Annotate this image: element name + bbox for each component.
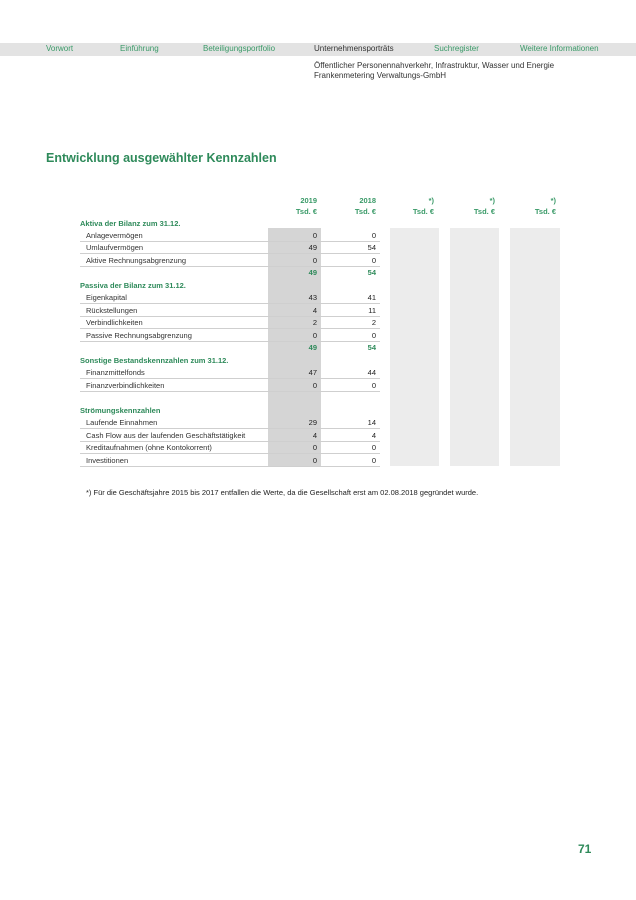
sum-2019: 49 [308, 268, 317, 277]
nav-beteiligungsportfolio[interactable]: Beteiligungsportfolio [203, 44, 276, 53]
cell-2018: 0 [371, 231, 376, 240]
col-header-year: 2018 [359, 196, 376, 205]
cell-2018: 41 [367, 293, 376, 302]
row-label: Kreditaufnahmen (ohne Kontokorrent) [86, 443, 212, 452]
row-separator-line [80, 316, 380, 317]
column-3-background [390, 228, 439, 466]
cell-2019: 2 [312, 318, 317, 327]
row-separator-line [80, 341, 380, 342]
cell-2019: 0 [312, 456, 317, 465]
col-header-unit: Tsd. € [534, 207, 556, 216]
cell-2019: 0 [312, 231, 317, 240]
row-label: Passive Rechnungsabgrenzung [86, 331, 192, 340]
cell-2018: 0 [371, 443, 376, 452]
page-title: Entwicklung ausgewählter Kennzahlen [46, 151, 277, 165]
row-label: Investitionen [86, 456, 129, 465]
row-separator-line [80, 453, 380, 454]
col-header-year: 2019 [300, 196, 317, 205]
cell-2019: 47 [308, 368, 317, 377]
cell-2018: 0 [371, 456, 376, 465]
cell-2019: 4 [312, 431, 317, 440]
page-number: 71 [578, 842, 592, 856]
row-label: Verbindlichkeiten [86, 318, 143, 327]
sum-2018: 54 [367, 268, 376, 277]
row-separator-line [80, 253, 380, 254]
subheader-category: Öffentlicher Personennahverkehr, Infrastruktur, Wasser und Energie [314, 61, 555, 70]
nav-vorwort[interactable]: Vorwort [46, 44, 74, 53]
row-separator-line [80, 241, 380, 242]
cell-2019: 43 [308, 293, 317, 302]
nav-unternehmensportraets[interactable]: Unternehmensporträts [314, 44, 394, 53]
nav-einfuehrung[interactable]: Einführung [120, 44, 159, 53]
nav-suchregister[interactable]: Suchregister [434, 44, 479, 53]
cell-2018: 0 [371, 381, 376, 390]
cell-2019: 0 [312, 256, 317, 265]
row-separator-line [80, 328, 380, 329]
cell-2018: 2 [371, 318, 376, 327]
col-header-unit: Tsd. € [473, 207, 495, 216]
sum-2018: 54 [367, 343, 376, 352]
row-label: Umlaufvermögen [86, 243, 144, 252]
row-label: Finanzverbindlichkeiten [86, 381, 165, 390]
col-header-unit: Tsd. € [354, 207, 376, 216]
row-separator-line [80, 441, 380, 442]
nav-weitere-informationen[interactable]: Weitere Informationen [520, 44, 599, 53]
column-4-background [450, 228, 499, 466]
row-label: Cash Flow aus der laufenden Geschäftstätigkeit [86, 431, 246, 440]
cell-2019: 0 [312, 381, 317, 390]
section-title-stroemung: Strömungskennzahlen [80, 406, 161, 415]
cell-2018: 54 [367, 243, 376, 252]
sum-2019: 49 [308, 343, 317, 352]
col-header-year: *) [428, 196, 434, 205]
column-5-background [510, 228, 560, 466]
section-title-passiva: Passiva der Bilanz zum 31.12. [80, 281, 186, 290]
row-label: Rückstellungen [86, 306, 138, 315]
row-separator-line [80, 391, 380, 392]
row-separator-line [80, 378, 380, 379]
section-title-aktiva: Aktiva der Bilanz zum 31.12. [80, 219, 181, 228]
subheader-company: Frankenmetering Verwaltungs-GmbH [314, 71, 447, 80]
cell-2019: 49 [308, 243, 317, 252]
cell-2018: 0 [371, 331, 376, 340]
row-separator-line [80, 266, 380, 267]
row-label: Eigenkapital [86, 293, 127, 302]
cell-2018: 0 [371, 256, 376, 265]
cell-2019: 29 [308, 418, 317, 427]
col-header-unit: Tsd. € [295, 207, 317, 216]
section-title-sonstige: Sonstige Bestandskennzahlen zum 31.12. [80, 356, 229, 365]
col-header-year: *) [489, 196, 495, 205]
row-label: Laufende Einnahmen [86, 418, 158, 427]
row-separator-line [80, 428, 380, 429]
top-navigation [0, 43, 636, 56]
cell-2019: 0 [312, 331, 317, 340]
cell-2018: 44 [367, 368, 376, 377]
cell-2018: 11 [368, 306, 376, 315]
cell-2019: 4 [312, 306, 317, 315]
row-label: Aktive Rechnungsabgrenzung [86, 256, 187, 265]
row-separator-line [80, 303, 380, 304]
cell-2019: 0 [312, 443, 317, 452]
col-header-year: *) [550, 196, 556, 205]
footnote: *) Für die Geschäftsjahre 2015 bis 2017 entfallen die Werte, da die Gesellschaft erst am 02.08.2018 gegründet wurde. [86, 488, 479, 497]
cell-2018: 14 [367, 418, 376, 427]
row-separator-line [80, 466, 380, 467]
row-label: Finanzmittelfonds [86, 368, 145, 377]
row-label: Anlagevermögen [86, 231, 143, 240]
cell-2018: 4 [371, 431, 376, 440]
col-header-unit: Tsd. € [412, 207, 434, 216]
